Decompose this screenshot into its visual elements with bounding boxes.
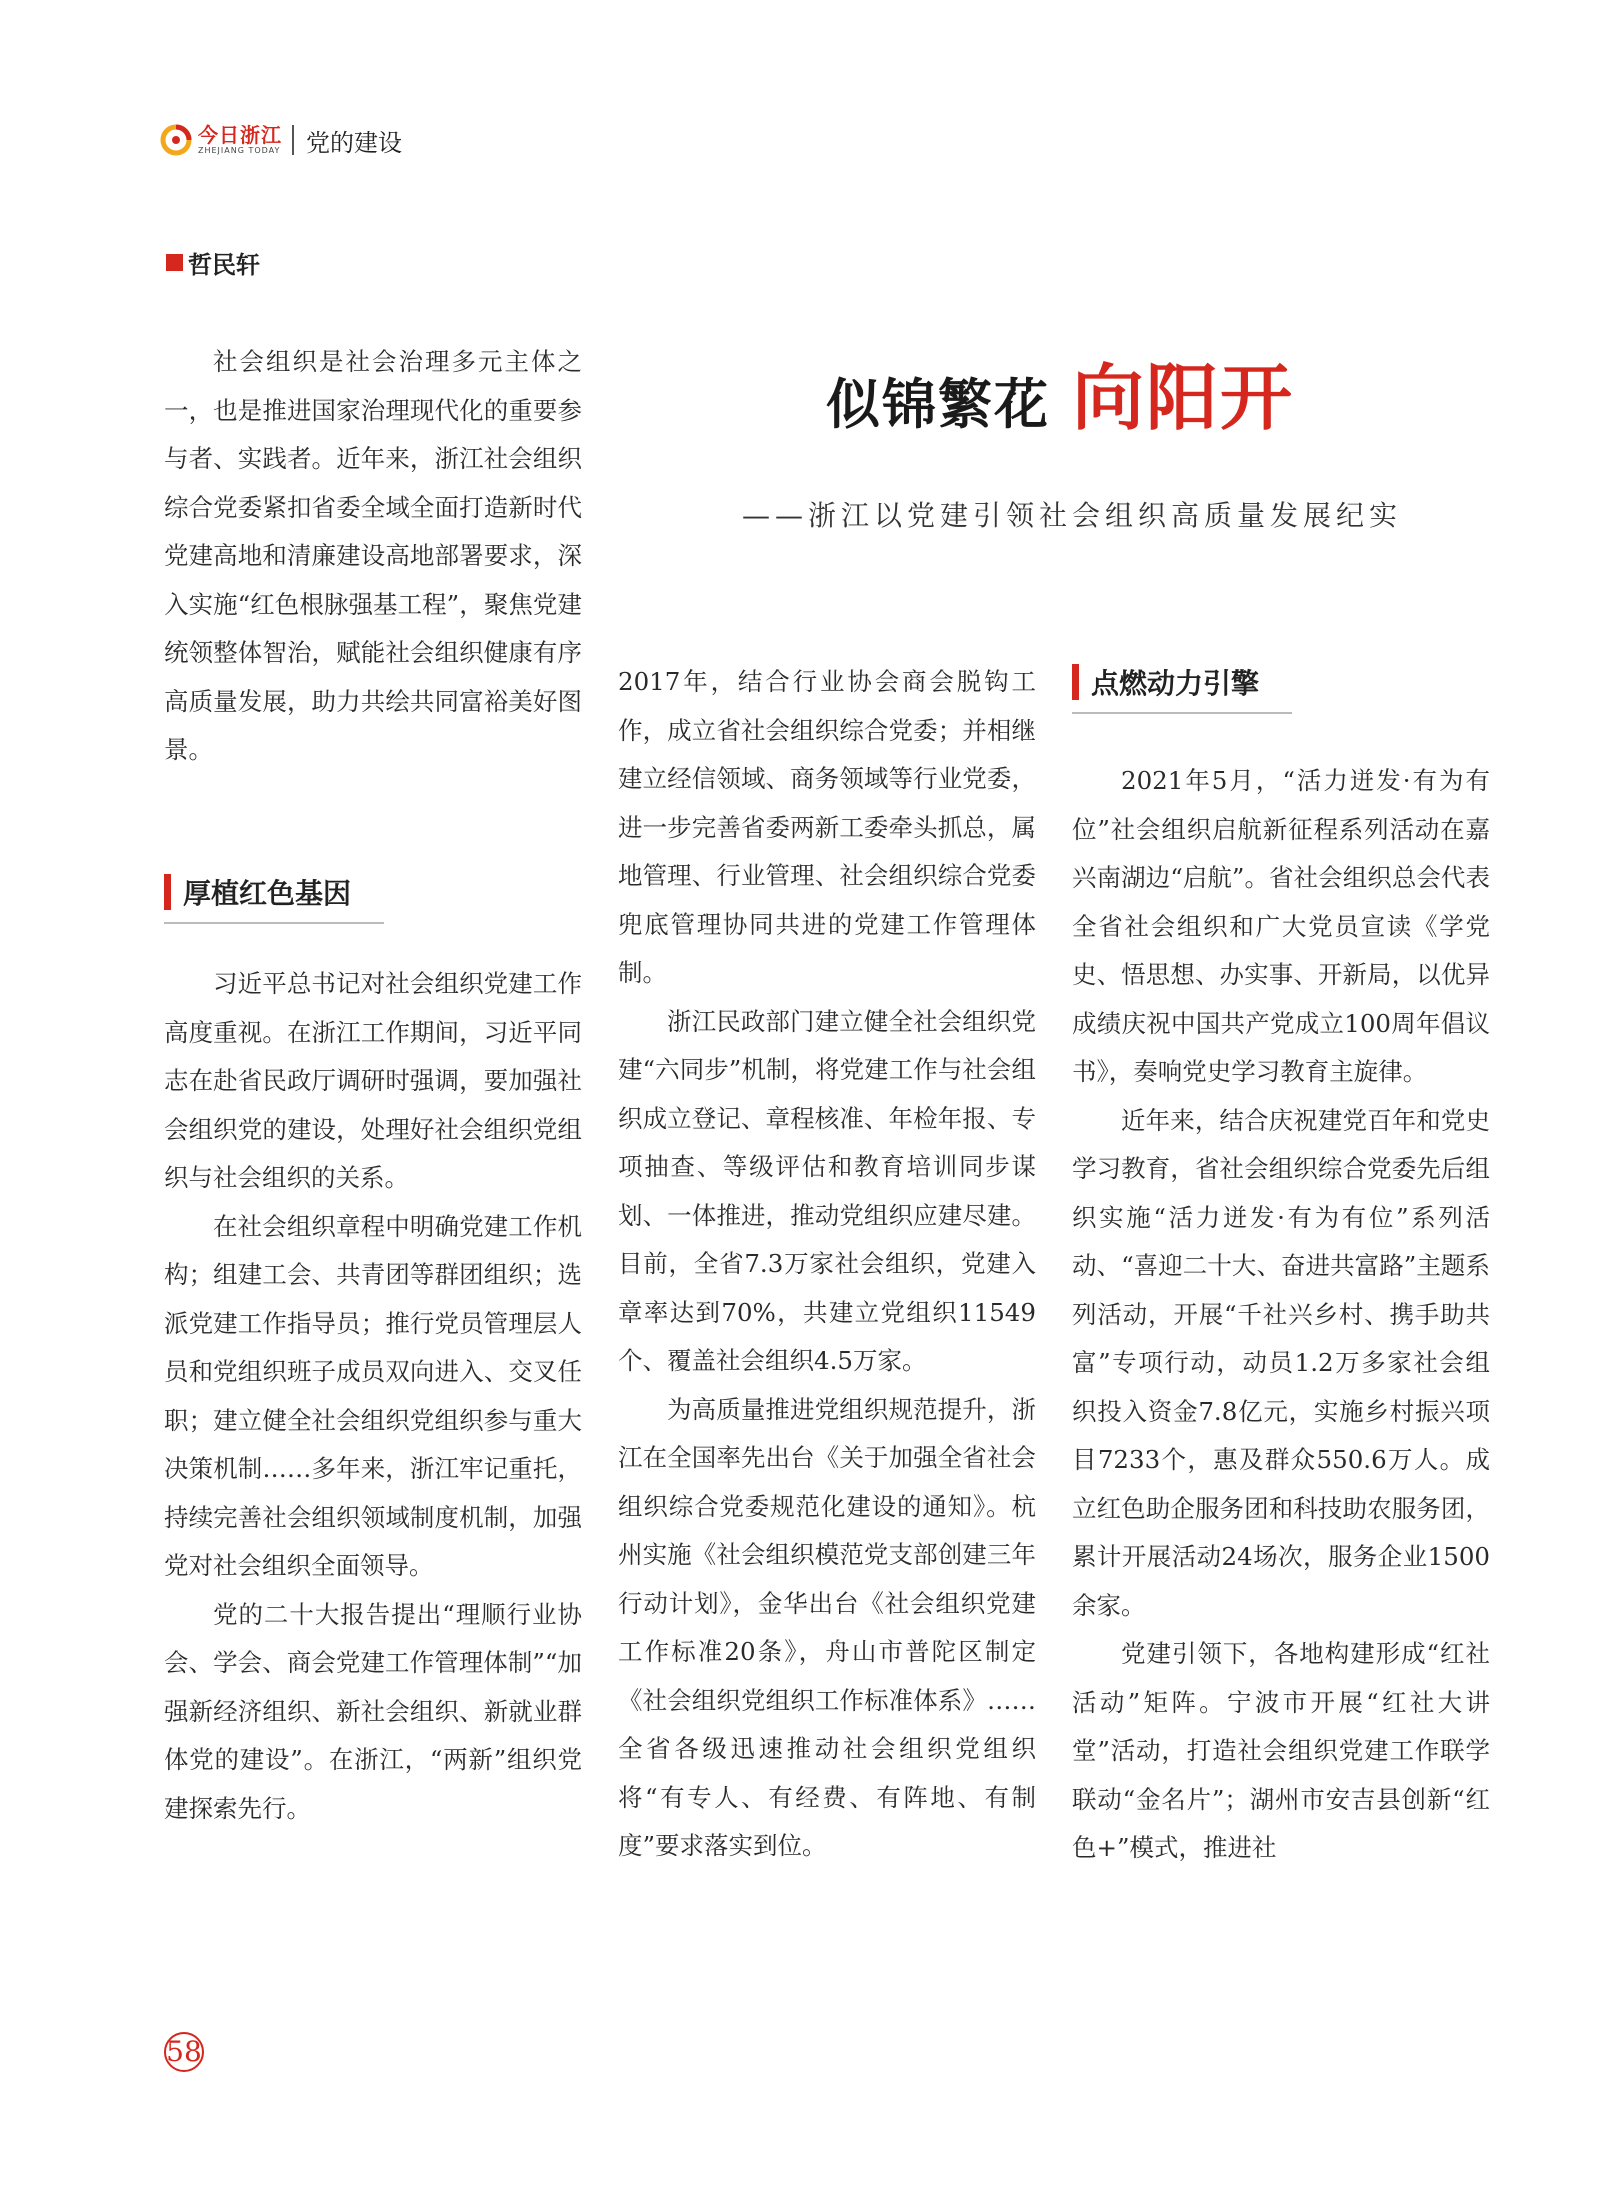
paragraph: 党建引领下，各地构建形成“红社活动”矩阵。宁波市开展“红社大讲堂”活动，打造社会组织党建工作联学联动“金名片”；湖州市安吉县创新“红色+”模式，推进社	[1072, 1639, 1490, 1862]
section-heading-2	[1072, 652, 1292, 714]
column-3	[1072, 757, 1490, 1873]
column-tag	[166, 245, 260, 280]
magazine-logo	[160, 124, 282, 156]
column-tag-label: 哲民轩	[188, 251, 260, 279]
paragraph: 为高质量推进党组织规范提升，浙江在全国率先出台《关于加强全省社会组织综合党委规范化建设的通知》。杭州实施《社会组织模范党支部创建三年行动计划》，金华出台《社会组织党建工作标准20条》，舟山市普陀区制定《社会组织党组织工作标准体系》……全省各级迅速推动社会组织党组织将“有专人、有经费、有阵地、有制度”要求落实到位。	[618, 1394, 1036, 1860]
paragraph: 2021年5月，“活力迸发·有为有位”社会组织启航新征程系列活动在嘉兴南湖边“启航”。省社会组织总会代表全省社会组织和广大党员宣读《学党史、悟思想、办实事、开新局，以优异成绩庆祝中国共产党成立100周年倡议书》，奏响党史学习教育主旋律。	[1072, 766, 1490, 1086]
title-red-part: 向阳开	[1072, 356, 1295, 440]
header-divider	[292, 125, 294, 155]
paragraph: 在社会组织章程中明确党建工作机构；组建工会、共青团等群团组织；选派党建工作指导员；推行党员管理层人员和党组织班子成员双向进入、交叉任职；建立健全社会组织党组织参与重大决策机制……多年来，浙江牢记重托，持续完善社会组织领域制度机制，加强党对社会组织全面领导。	[164, 1211, 582, 1580]
page-header	[160, 118, 402, 162]
page-number: 58	[164, 2032, 204, 2072]
paragraph: 习近平总书记对社会组织党建工作高度重视。在浙江工作期间，习近平同志在赴省民政厅调研时强调，要加强社会组织党的建设，处理好社会组织党组织与社会组织的关系。	[164, 969, 582, 1192]
logo-subtext: ZHEJIANG TODAY	[198, 146, 281, 155]
paragraph: 2017年，结合行业协会商会脱钩工作，成立省社会组织综合党委；并相继建立经信领域、商务领域等行业党委，进一步完善省委两新工委牵头抓总，属地管理、行业管理、社会组织综合党委兜底管理协同共进的党建工作管理体制。	[618, 667, 1036, 987]
column-1	[164, 338, 582, 775]
section-heading-text: 点燃动力引擎	[1091, 667, 1260, 700]
section-heading-text: 厚植红色基因	[183, 877, 352, 910]
heading-bar-icon	[1072, 664, 1079, 700]
tag-square-icon	[166, 254, 183, 271]
logo-swirl-icon	[160, 124, 192, 156]
article-title	[826, 340, 1294, 444]
paragraph: 浙江民政部门建立健全社会组织党建“六同步”机制，将党建工作与社会组织成立登记、章程核准、年检年报、专项抽查、等级评估和教育培训同步谋划、一体推进，推动党组织应建尽建。目前，全省7.3万家社会组织，党建入章率达到70%，共建立党组织11549个、覆盖社会组织4.5万家。	[618, 1006, 1036, 1375]
article-subtitle: ——浙江以党建引领社会组织高质量发展纪实	[742, 499, 1403, 532]
paragraph: 党的二十大报告提出“理顺行业协会、学会、商会党建工作管理体制”“加强新经济组织、新社会组织、新就业群体党的建设”。在浙江，“两新”组织党建探索先行。	[164, 1599, 582, 1823]
column-2	[618, 658, 1036, 1871]
section-heading-1	[164, 862, 384, 924]
logo-text: 今日浙江	[198, 123, 282, 147]
column-1-body	[164, 960, 582, 1833]
title-black-part: 似锦繁花	[826, 372, 1050, 436]
section-name: 党的建设	[306, 128, 402, 157]
intro-paragraph: 社会组织是社会治理多元主体之一，也是推进国家治理现代化的重要参与者、实践者。近年来，浙江社会组织综合党委紧扣省委全域全面打造新时代党建高地和清廉建设高地部署要求，深入实施“红色根脉强基工程”，聚焦党建统领整体智治，赋能社会组织健康有序高质量发展，助力共绘共同富裕美好图景。	[164, 347, 582, 764]
paragraph: 近年来，结合庆祝建党百年和党史学习教育，省社会组织综合党委先后组织实施“活力迸发·有为有位”系列活动、“喜迎二十大、奋进共富路”主题系列活动，开展“千社兴乡村、携手助共富”专项行动，动员1.2万多家社会组织投入资金7.8亿元，实施乡村振兴项目7233个，惠及群众550.6万人。成立红色助企服务团和科技助农服务团，累计开展活动24场次，服务企业1500余家。	[1072, 1105, 1490, 1620]
heading-bar-icon	[164, 874, 171, 910]
